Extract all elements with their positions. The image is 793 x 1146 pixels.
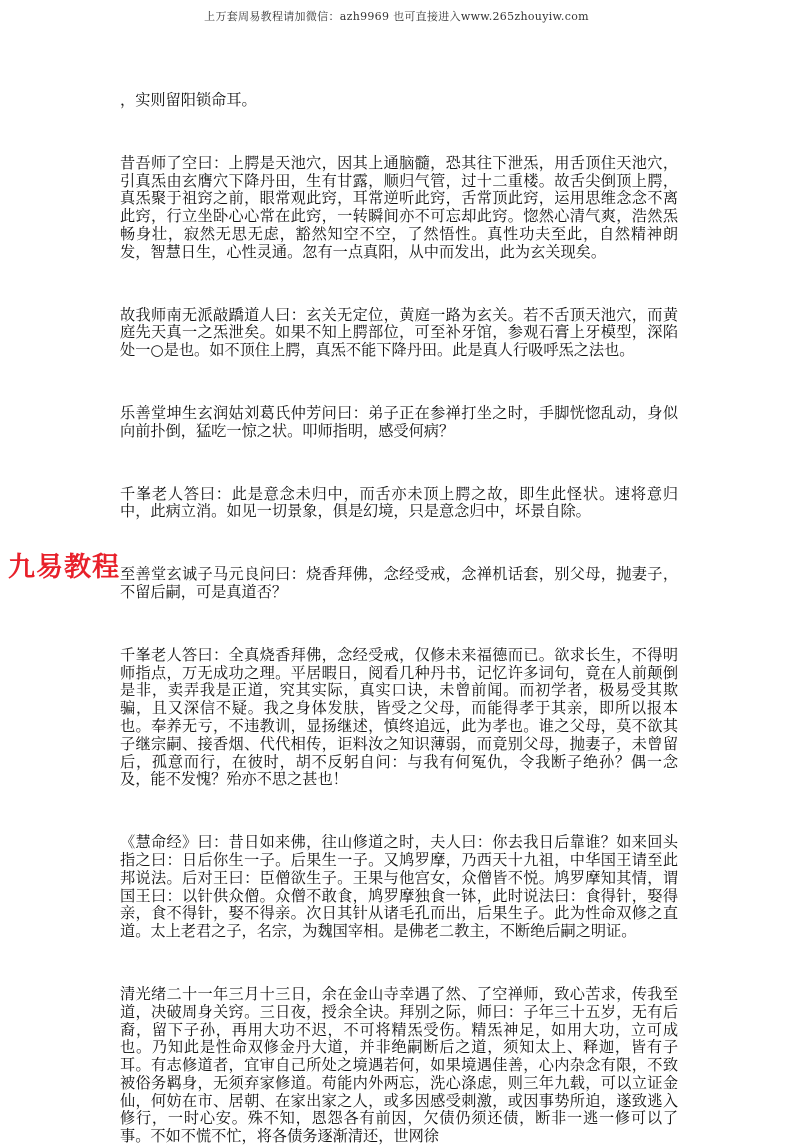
paragraph-9: 清光绪二十一年三月十三日，余在金山寺幸遇了然、了空禅师，致心苦求，传我至道，决破周身关窍。三日夜，授余全诀。拜别之际，师曰：子年三十五岁，无有后裔，留下子孙，再用大功不迟，不可将精炁受伤。精炁神足，如用大功，立可成也。乃知此是性命双修金丹大道，并非绝嗣断后之道，须知太上、释迦，皆有子耳。有志修道者，宜审自己所处之境遇若何，如果境遇佳善，心内杂念有限，不致被俗务羁身，无须弃家修道。苟能内外两忘，洗心涤虑，则三年九载，可以立证金仙，何妨在市、居朝、在家出家之人，或多因感受刺激，或因事势所迫，遂致逃入修行，一时心安。殊不知，恩怨各有前因，欠债仍须还债，断非一逃一修可以了事。不如不慌不忙，将各债务逐渐清还，世网徐 — [120, 984, 678, 1146]
paragraph-6: 至善堂玄诚子马元良问曰：烧香拜佛，念经受戒，念禅机话套，别父母，抛妻子，不留后嗣，可是真道否？ — [120, 565, 678, 601]
watermark-logo: 九易教程 — [8, 552, 120, 583]
paragraph-1: ，实则留阳锁命耳。 — [120, 91, 257, 109]
document-body — [120, 92, 678, 1146]
paragraph-5: 千峯老人答曰：此是意念未归中，而舌亦未顶上腭之故，即生此怪状。速将意归中，此病立消。如见一切景象，俱是幻境，只是意念归中，坏景自除。 — [120, 484, 678, 521]
paragraph-2: 昔吾师了空曰：上腭是天池穴，因其上通脑髓，恐其往下泄炁，用舌顶住天池穴，引真炁由玄膺穴下降丹田，生有甘露，顺归气管，过十二重楼。故舌尖倒顶上腭，真炁聚于祖窍之前，眼常观此窍，耳常逆听此窍，舌常顶此窍，运用思维念念不离此窍，行立坐卧心心常在此窍，一转瞬间亦不可忘却此窍。惚然心清气爽，浩然炁畅身壮，寂然无思无虑，豁然知空不空，了然悟性。真性功夫至此，自然精神朗发，智慧日生，心性灵通。忽有一点真阳，从中而发出，此为玄关现矣。 — [120, 153, 678, 261]
paragraph-4: 乐善堂坤生玄润姑刘葛氏仲芳问曰：弟子正在参禅打坐之时，手脚恍惚乱动，身似向前扑倒，猛吃一惊之状。叩师指明，感受何病？ — [120, 403, 678, 440]
paragraph-7: 千峯老人答曰：全真烧香拜佛，念经受戒，仅修未来福德而已。欲求长生，不得明师指点，万无成功之理。平居暇日，阅看几种丹书，记忆许多词句，竟在人前颠倒是非，卖弄我是正道，究其实际，真实口诀，未曾前闻。而初学者，极易受其欺骗，且又深信不疑。我之身体发肤，皆受之父母，而能得孝于其亲，即所以报本也。奉养无亏，不违教训，显扬继述，慎终追远，此为孝也。谁之父母，莫不欲其子继宗嗣、接香烟、代代相传，讵料汝之知识薄弱，而竟别父母，抛妻子，未曾留后，孤意而行，在彼时，胡不反躬自问：与我有何冤仇，令我断子绝孙？偶一念及，能不发愧？殆亦不思之甚也！ — [120, 645, 678, 789]
paragraph-8: 《慧命经》曰：昔日如来佛，往山修道之时，夫人曰：你去我日后靠谁？如来回头指之曰：日后你生一子。后果生一子。又鸠罗摩，乃西天十九祖，中华国王请至此邦说法。后对王曰：臣僧欲生子。王果与他宫女，众僧皆不悦。鸠罗摩知其情，谓国王曰：以针供众僧。众僧不敢食，鸠罗摩独食一钵，此时说法曰：食得针，娶得亲，食不得针，娶不得亲。次日其针从诸毛孔而出，后果生子。此为性命双修之直道。太上老君之子，名宗，为魏国宰相。是佛老二教主，不断绝后嗣之明证。 — [120, 833, 678, 941]
page-header: 上万套周易教程请加微信：azh9969 也可直接进入www.265zhouyiw.com — [204, 10, 589, 23]
paragraph-3: 故我师南无派敲蹻道人曰：玄关无定位，黄庭一路为玄关。若不舌顶天池穴，而黄庭先天真一之炁泄矣。如果不知上腭部位，可至补牙馆，参观石膏上牙模型，深陷处一○是也。如不顶住上腭，真炁不能下降丹田。此是真人行吸呼炁之法也。 — [120, 305, 678, 360]
